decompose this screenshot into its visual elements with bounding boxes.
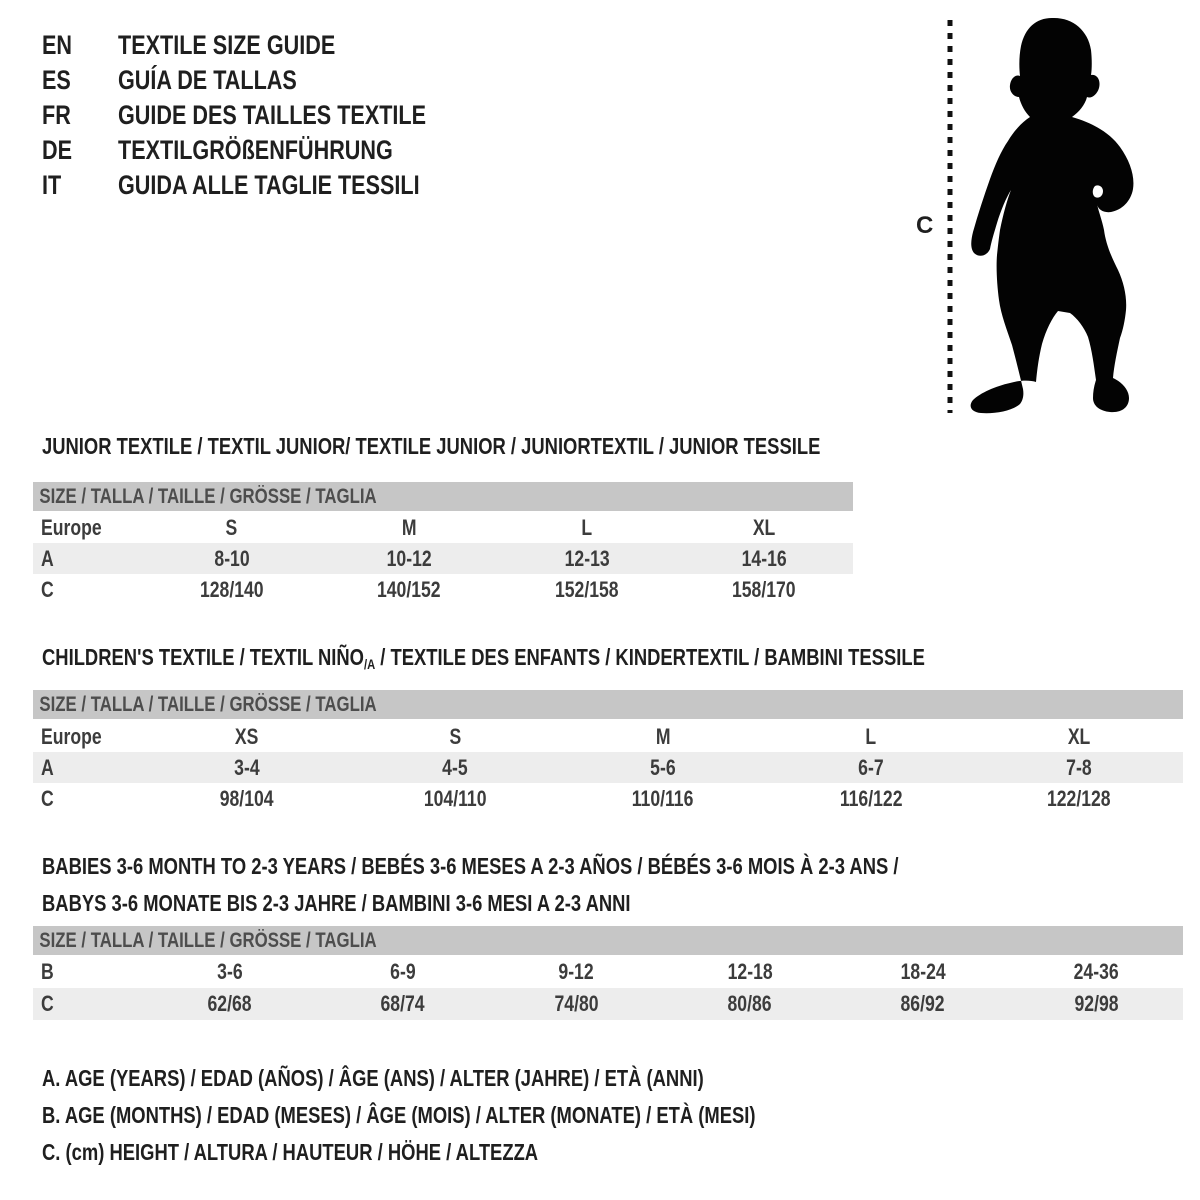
language-row-fr [42,98,503,133]
value-cell: 12-18 [727,959,773,984]
value-cell: 128/140 [199,576,264,602]
value-cell: 110/116 [632,785,694,811]
language-row-es [42,63,503,98]
row-label: C [41,576,54,602]
junior-section-title [42,434,1015,458]
toddler-silhouette [895,8,1155,420]
value-cell: 8-10 [214,545,250,571]
size-cell: S [449,723,461,749]
babies-table [33,956,1183,1020]
size-cell: L [581,514,593,540]
value-cell: 158/170 [732,576,797,602]
babies-title-line2: BABYS 3-6 MONATE BIS 2-3 JAHRE / BAMBINI 3-6 MESI A 2-3 ANNI [42,890,631,916]
junior-size-header [33,482,853,511]
language-title: GUIDA ALLE TAGLIE TESSILI [118,170,420,200]
value-cell: 12-13 [564,545,610,571]
value-cell: 68/74 [380,991,426,1016]
language-code: EN [42,30,73,60]
value-cell: 3-4 [234,754,260,780]
table-row [33,956,1183,988]
language-row-en [42,28,503,63]
legend-line-b [42,1097,934,1134]
junior-table [33,512,853,605]
value-cell: 62/68 [207,991,252,1016]
row-label: Europe [41,514,102,540]
toddler-silhouette-shape [971,18,1134,413]
size-cell: XS [235,723,259,749]
legend-line-c-text: C. (cm) HEIGHT / ALTURA / HAUTEUR / HÖHE / ALTEZZA [42,1139,539,1165]
language-code: FR [42,100,71,130]
row-label: A [41,754,54,780]
language-title: TEXTILE SIZE GUIDE [118,30,336,60]
value-cell: 6-9 [390,959,416,984]
row-label: C [41,991,54,1016]
children-title-sub: /A [363,656,376,672]
row-label: C [41,785,54,811]
value-cell: 122/128 [1047,785,1111,811]
value-cell: 92/98 [1074,991,1119,1016]
height-label-c: C [916,212,934,239]
children-section-title-text [42,645,925,672]
value-cell: 98/104 [220,785,274,811]
table-row [33,988,1183,1020]
size-cell: XL [753,514,776,540]
legend-line-c [42,1134,934,1171]
language-code: DE [42,135,73,165]
junior-section-title-text: JUNIOR TEXTILE / TEXTIL JUNIOR/ TEXTILE JUNIOR / JUNIORTEXTIL / JUNIOR TESSILE [42,433,821,459]
babies-size-header-text: SIZE / TALLA / TAILLE / GRÖSSE / TAGLIA [39,928,377,952]
table-row [33,752,1183,783]
language-list [42,28,503,203]
value-cell: 14-16 [741,545,787,571]
children-title-before: CHILDREN'S TEXTILE / TEXTIL NIÑO [42,644,364,670]
value-cell: 4-5 [442,754,468,780]
children-size-header-text: SIZE / TALLA / TAILLE / GRÖSSE / TAGLIA [39,692,377,716]
language-title: GUÍA DE TALLAS [118,65,297,95]
legend [42,1060,934,1171]
children-size-header [33,690,1183,719]
table-row [33,721,1183,752]
language-title: TEXTILGRÖßENFÜHRUNG [118,135,393,165]
value-cell: 7-8 [1066,754,1092,780]
value-cell: 9-12 [558,959,594,984]
size-cell: XL [1067,723,1091,749]
language-code: IT [42,170,62,200]
language-row-it [42,168,503,203]
language-title: GUIDE DES TAILLES TEXTILE [118,100,427,130]
row-label: B [41,959,54,984]
size-cell: M [401,514,417,540]
children-title-after: / TEXTILE DES ENFANTS / KINDERTEXTIL / BAMBINI TESSILE [375,644,925,670]
row-label: A [41,545,54,571]
value-cell: 3-6 [216,959,243,984]
value-cell: 86/92 [900,991,946,1016]
row-label: Europe [41,723,102,749]
children-section-title [42,645,1146,672]
table-row [33,543,853,574]
size-cell: L [865,723,877,749]
legend-line-a-text: A. AGE (YEARS) / EDAD (AÑOS) / ÂGE (ANS) / ALTER (JAHRE) / ETÀ (ANNI) [42,1065,704,1091]
value-cell: 6-7 [858,754,884,780]
junior-size-header-text: SIZE / TALLA / TAILLE / GRÖSSE / TAGLIA [39,484,377,508]
babies-title-line1: BABIES 3-6 MONTH TO 2-3 YEARS / BEBÉS 3-6 MESES A 2-3 AÑOS / BÉBÉS 3-6 MOIS À 2-3 ANS / [42,853,899,879]
legend-line-b-text: B. AGE (MONTHS) / EDAD (MESES) / ÂGE (MOIS) / ALTER (MONATE) / ETÀ (MESI) [42,1102,756,1128]
value-cell: 152/158 [554,576,619,602]
value-cell: 18-24 [900,959,946,984]
table-row [33,574,853,605]
value-cell: 74/80 [554,991,599,1016]
children-table [33,721,1183,814]
value-cell: 10-12 [386,545,432,571]
table-row [33,512,853,543]
value-cell: 116/122 [839,785,903,811]
babies-section-title [42,848,1113,922]
value-cell: 80/86 [727,991,772,1016]
value-cell: 104/110 [423,785,487,811]
table-row [33,783,1183,814]
value-cell: 24-36 [1073,959,1119,984]
size-cell: M [655,723,671,749]
size-cell: S [225,514,238,540]
value-cell: 140/152 [377,576,442,602]
legend-line-a [42,1060,934,1097]
language-code: ES [42,65,71,95]
language-row-de [42,133,503,168]
value-cell: 5-6 [650,754,676,780]
babies-size-header [33,926,1183,955]
